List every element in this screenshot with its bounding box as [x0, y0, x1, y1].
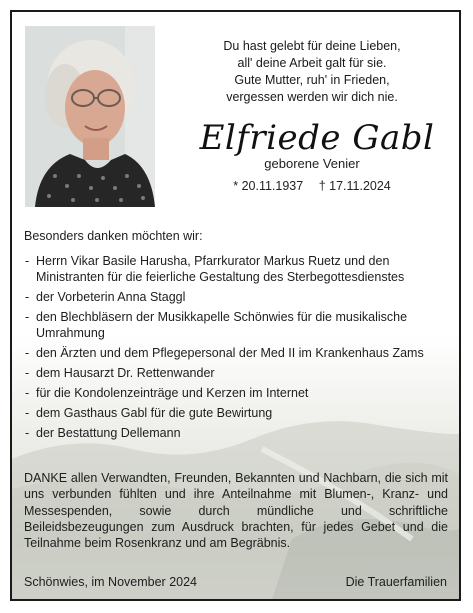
death-date: † 17.11.2024 — [318, 179, 391, 193]
life-dates — [172, 179, 452, 193]
poem-line: all' deine Arbeit galt für sie. — [237, 56, 387, 70]
thanks-intro: Besonders danken möchten wir: — [24, 229, 203, 243]
thanks-item: - der Bestattung Dellemann — [24, 425, 452, 441]
thanks-item: - den Ärzten und dem Pflegepersonal der Med II im Krankenhaus Zams — [24, 345, 452, 361]
thanks-item: - den Blechbläsern der Musikkapelle Schönwies für die musikalische Umrahmung — [24, 309, 452, 341]
poem-line: Du hast gelebt für deine Lieben, — [223, 39, 401, 53]
closing-paragraph: DANKE allen Verwandten, Freunden, Bekannten und Nachbarn, die sich mit uns verbunden fühlten und ihre Anteilnahme mit Blumen-, Kranz- und Messespenden, sowie durch mündliche und schriftliche Beileidsbezeugungen zum Ausdruck brachten, für jedes Gebet und die Teilnahme beim Rosenkranz und am Begräbnis. — [24, 471, 448, 551]
poem-line: Gute Mutter, ruh' in Frieden, — [234, 73, 390, 87]
poem-line: vergessen werden wir dich nie. — [226, 90, 398, 104]
portrait-photo — [25, 26, 155, 207]
maiden-name: geborene Venier — [264, 156, 360, 171]
deceased-name: Elfriede Gabl — [199, 118, 435, 158]
thanks-item: - für die Kondolenzeinträge und Kerzen im Internet — [24, 385, 452, 401]
obituary-card — [10, 10, 461, 601]
thanks-item: - dem Hausarzt Dr. Rettenwander — [24, 365, 452, 381]
birth-date: * 20.11.1937 — [233, 179, 304, 193]
memorial-poem — [172, 38, 452, 106]
thanks-item: - Herrn Vikar Basile Harusha, Pfarrkurator Markus Ruetz und den Ministranten für die feierliche Gestaltung des Sterbegottesdienstes — [24, 253, 452, 285]
thanks-list — [24, 253, 452, 441]
place-date: Schönwies, im November 2024 — [24, 575, 197, 589]
thanks-section — [24, 228, 452, 445]
thanks-item: - der Vorbeterin Anna Staggl — [24, 289, 452, 305]
signature: Die Trauerfamilien — [345, 575, 447, 589]
thanks-item: - dem Gasthaus Gabl für die gute Bewirtung — [24, 405, 452, 421]
